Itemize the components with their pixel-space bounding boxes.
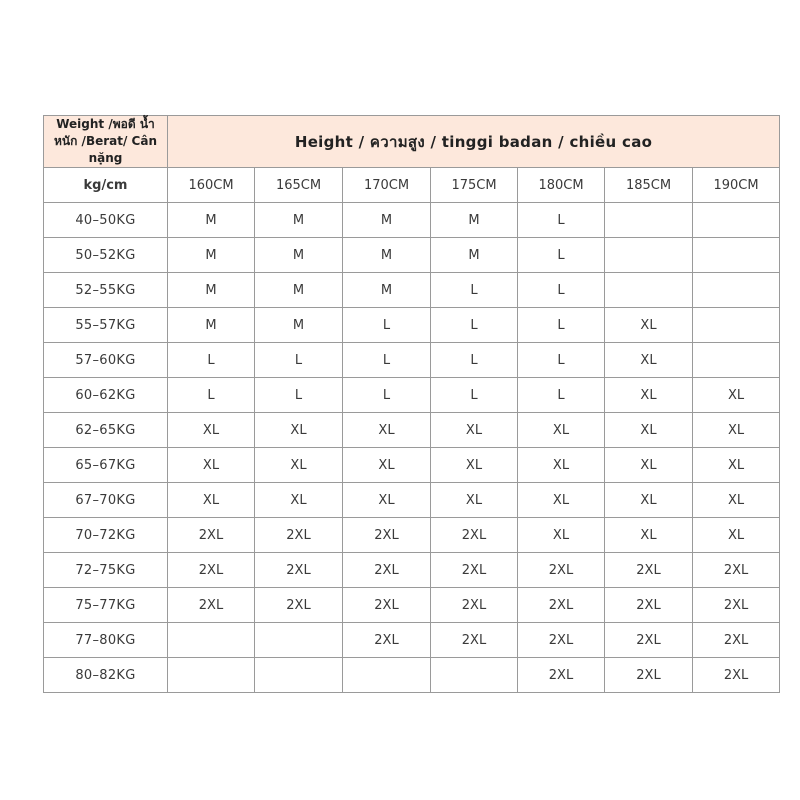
size-cell: XL [693, 483, 780, 518]
size-cell: M [343, 238, 431, 273]
size-cell: XL [605, 343, 693, 378]
height-title: Height / ความสูง / tinggi badan / chiều cao [294, 132, 653, 151]
size-cell: L [518, 378, 605, 413]
size-cell: XL [255, 413, 343, 448]
size-cell: XL [605, 448, 693, 483]
size-cell: M [168, 273, 255, 308]
size-cell: XL [168, 413, 255, 448]
size-cell: 2XL [168, 588, 255, 623]
size-cell: L [431, 308, 518, 343]
size-cell [255, 623, 343, 658]
size-cell [605, 238, 693, 273]
table-row [44, 273, 780, 308]
size-cell: 2XL [255, 588, 343, 623]
weight-range-label: 67–70KG [44, 483, 168, 518]
size-cell: 2XL [693, 658, 780, 693]
weight-range-label: 80–82KG [44, 658, 168, 693]
size-cell: 2XL [518, 553, 605, 588]
size-cell: XL [168, 448, 255, 483]
table-row [44, 658, 780, 693]
height-column-header: 185CM [605, 168, 693, 203]
weight-range-label: 72–75KG [44, 553, 168, 588]
size-cell: M [343, 273, 431, 308]
size-cell: XL [518, 413, 605, 448]
table-row [44, 343, 780, 378]
height-column-header: 180CM [518, 168, 605, 203]
table-row [44, 518, 780, 553]
size-cell: XL [518, 448, 605, 483]
size-cell: XL [693, 518, 780, 553]
size-cell [693, 343, 780, 378]
size-cell: L [518, 273, 605, 308]
size-cell: 2XL [168, 553, 255, 588]
size-cell: XL [343, 448, 431, 483]
size-cell [605, 203, 693, 238]
weight-range-label: 60–62KG [44, 378, 168, 413]
column-header-row [44, 168, 780, 203]
size-cell: XL [431, 448, 518, 483]
size-cell: 2XL [518, 623, 605, 658]
weight-range-label: 52–55KG [44, 273, 168, 308]
size-cell [693, 308, 780, 343]
size-cell: 2XL [255, 518, 343, 553]
weight-range-label: 77–80KG [44, 623, 168, 658]
size-cell: XL [431, 483, 518, 518]
height-column-header: 190CM [693, 168, 780, 203]
size-cell [431, 658, 518, 693]
size-cell: L [518, 343, 605, 378]
weight-range-label: 57–60KG [44, 343, 168, 378]
size-cell: M [255, 273, 343, 308]
size-cell: 2XL [518, 658, 605, 693]
size-cell: L [255, 343, 343, 378]
size-cell: L [343, 308, 431, 343]
size-cell: 2XL [605, 588, 693, 623]
height-column-header: 165CM [255, 168, 343, 203]
size-cell: L [431, 378, 518, 413]
weight-range-label: 75–77KG [44, 588, 168, 623]
size-cell: 2XL [605, 623, 693, 658]
table-row [44, 448, 780, 483]
table-row [44, 623, 780, 658]
unit-label: kg/cm [44, 168, 168, 203]
size-cell: L [518, 203, 605, 238]
weight-range-label: 40–50KG [44, 203, 168, 238]
table-row [44, 378, 780, 413]
size-cell: L [518, 308, 605, 343]
size-cell: 2XL [431, 553, 518, 588]
size-cell: 2XL [255, 553, 343, 588]
size-cell [693, 203, 780, 238]
size-cell: XL [605, 518, 693, 553]
size-cell: XL [605, 413, 693, 448]
size-cell: 2XL [431, 623, 518, 658]
size-cell: XL [605, 483, 693, 518]
height-column-header: 170CM [343, 168, 431, 203]
size-cell: 2XL [431, 588, 518, 623]
size-cell: XL [518, 518, 605, 553]
size-cell: M [431, 238, 518, 273]
table-row [44, 203, 780, 238]
height-column-header: 160CM [168, 168, 255, 203]
size-cell: 2XL [693, 553, 780, 588]
size-cell: M [168, 308, 255, 343]
size-cell: XL [605, 378, 693, 413]
size-cell [693, 238, 780, 273]
size-cell: XL [343, 483, 431, 518]
height-column-header: 175CM [431, 168, 518, 203]
size-cell: L [431, 273, 518, 308]
size-cell: L [168, 378, 255, 413]
size-cell [168, 623, 255, 658]
size-cell: XL [693, 448, 780, 483]
size-cell: XL [693, 378, 780, 413]
size-cell: 2XL [343, 518, 431, 553]
weight-range-label: 55–57KG [44, 308, 168, 343]
size-cell: XL [255, 483, 343, 518]
size-cell: M [255, 238, 343, 273]
size-cell: L [255, 378, 343, 413]
size-cell: 2XL [168, 518, 255, 553]
size-table [43, 115, 780, 693]
size-cell: L [343, 343, 431, 378]
table-row [44, 483, 780, 518]
size-cell: M [168, 203, 255, 238]
size-cell: M [255, 203, 343, 238]
size-cell: M [168, 238, 255, 273]
size-cell: 2XL [605, 658, 693, 693]
size-cell: XL [605, 308, 693, 343]
size-chart [43, 115, 779, 693]
size-cell: L [343, 378, 431, 413]
header-row [44, 116, 780, 168]
size-cell [168, 658, 255, 693]
table-row [44, 553, 780, 588]
size-cell: XL [343, 413, 431, 448]
size-cell: M [431, 203, 518, 238]
size-cell: XL [693, 413, 780, 448]
weight-range-label: 62–65KG [44, 413, 168, 448]
size-cell: 2XL [605, 553, 693, 588]
table-row [44, 588, 780, 623]
size-cell: 2XL [343, 553, 431, 588]
height-header-cell [168, 116, 780, 168]
table-row [44, 308, 780, 343]
size-cell [255, 658, 343, 693]
size-cell: M [343, 203, 431, 238]
size-cell: 2XL [693, 623, 780, 658]
size-cell: XL [431, 413, 518, 448]
weight-title: Weight /พอดี น้ำหนัก /Berat/ Cân nặng [54, 117, 157, 165]
size-cell: L [431, 343, 518, 378]
size-cell: 2XL [343, 623, 431, 658]
weight-range-label: 65–67KG [44, 448, 168, 483]
weight-header-cell [44, 116, 168, 168]
size-cell: 2XL [693, 588, 780, 623]
table-row [44, 238, 780, 273]
size-cell: 2XL [518, 588, 605, 623]
size-cell: 2XL [431, 518, 518, 553]
size-cell: M [255, 308, 343, 343]
weight-range-label: 70–72KG [44, 518, 168, 553]
size-cell: L [518, 238, 605, 273]
size-cell [605, 273, 693, 308]
size-cell [693, 273, 780, 308]
size-cell: XL [518, 483, 605, 518]
size-cell: XL [255, 448, 343, 483]
size-cell [343, 658, 431, 693]
size-cell: 2XL [343, 588, 431, 623]
weight-range-label: 50–52KG [44, 238, 168, 273]
size-cell: L [168, 343, 255, 378]
size-cell: XL [168, 483, 255, 518]
table-row [44, 413, 780, 448]
